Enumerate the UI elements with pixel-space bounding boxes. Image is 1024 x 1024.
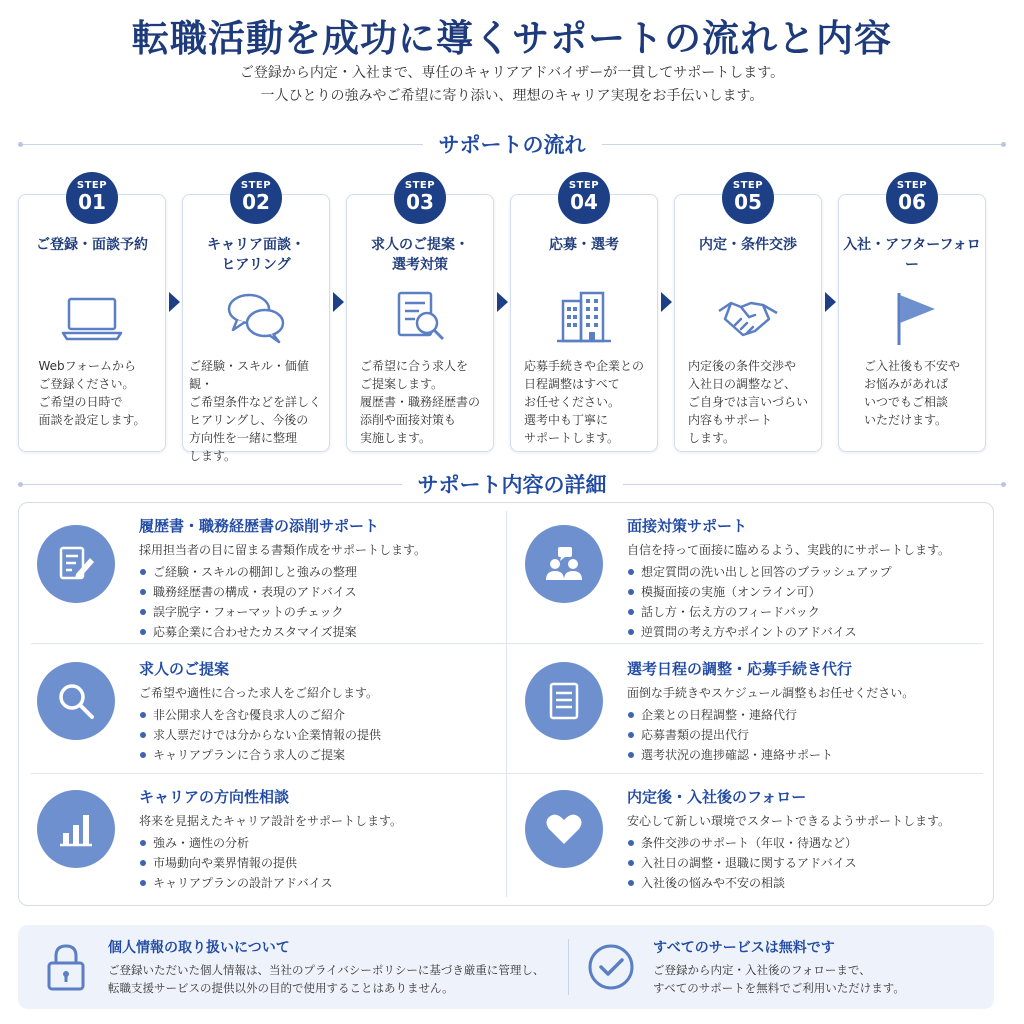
check-circle-icon: [585, 941, 637, 993]
step-description: [839, 357, 985, 429]
detail-lead: ご希望や適性に合った求人をご紹介します。: [139, 686, 379, 700]
step-title: 入社・アフターフォロー: [843, 237, 981, 273]
step-description-line: お任せください。: [523, 395, 620, 409]
step-card-06: [838, 194, 986, 452]
row-divider: [31, 643, 983, 644]
step-title: 求人のご提案・ 選考対策: [371, 237, 469, 273]
step-description-line: 面談を設定します。: [38, 413, 146, 427]
detail-bullet-item: 職務経歴書の構成・表現のアドバイス: [139, 582, 357, 602]
flow-arrow-icon: [661, 292, 672, 312]
step-description-line: します。: [189, 449, 237, 463]
detail-bullet-item: 条件交渉のサポート（年収・待遇など）: [627, 833, 857, 853]
detail-bullet-item: 逆質問の考え方やポイントのアドバイス: [627, 622, 892, 642]
step-title: 内定・条件交渉: [699, 237, 797, 253]
step-description: [675, 357, 821, 447]
document-list-icon: [525, 662, 603, 740]
detail-lead: 自信を持って面接に臨めるよう、実践的にサポートします。: [627, 543, 951, 557]
detail-bullet-item: ご経験・スキルの棚卸しと強みの整理: [139, 562, 357, 582]
step-description-line: ご希望に合う求人を: [359, 359, 468, 373]
step-description-line: 内定後の条件交渉や: [687, 359, 796, 373]
details-heading-label: サポート内容の詳細: [417, 473, 607, 497]
step-description-line: ご登録ください。: [38, 377, 135, 391]
detail-bullet-item: 話し方・伝え方のフィードバック: [627, 602, 892, 622]
lock-icon: [40, 941, 92, 993]
step-description-line: 日程調整はすべて: [523, 377, 620, 391]
free-text: ご登録から内定・入社後のフォローまで、 すべてのサポートを無料でご利用いただけます。: [653, 963, 905, 995]
detail-bullet-item: 市場動向や業界情報の提供: [139, 853, 333, 873]
detail-title: 履歴書・職務経歴書の添削サポート: [139, 517, 380, 535]
step-title: キャリア面談・ ヒアリング: [207, 237, 305, 273]
step-description-line: お悩みがあれば: [863, 377, 948, 391]
detail-bullet-item: 選考状況の進捗確認・連絡サポート: [627, 745, 833, 765]
step-badge-04: STEP 04: [558, 172, 610, 224]
details-section-heading: [18, 471, 1006, 497]
step-badge-02: STEP 02: [230, 172, 282, 224]
detail-bullet-item: 求人票だけでは分からない企業情報の提供: [139, 725, 381, 745]
step-description: [347, 357, 493, 447]
step-description-line: いただけます。: [863, 413, 948, 427]
building-icon: [551, 285, 617, 351]
laptop-icon: [59, 285, 125, 351]
step-badge-01: STEP 01: [66, 172, 118, 224]
step-description-line: 選考中も丁寧に: [523, 413, 608, 427]
detail-bullets: [627, 562, 892, 642]
step-description-line: 実施します。: [359, 431, 432, 445]
bar-chart-icon: [37, 790, 115, 868]
subtitle-line: ご登録から内定・入社まで、専任のキャリアアドバイザーが一貫してサポートします。: [239, 65, 785, 81]
step-description-line: 応募手続きや企業との: [523, 359, 644, 373]
step-flow: [18, 172, 1006, 463]
step-description-line: ご希望条件などを詳しく: [189, 395, 322, 409]
flag-icon: [879, 285, 945, 351]
column-divider: [506, 511, 507, 897]
step-title: ご登録・面談予約: [36, 237, 148, 253]
free-title: すべてのサービスは無料です: [653, 940, 835, 956]
step-card-03: [346, 194, 494, 452]
footer-notice: [18, 925, 994, 1009]
privacy-notice: [18, 925, 568, 1009]
page-subtitle: [0, 62, 1024, 108]
step-badge-05: STEP 05: [722, 172, 774, 224]
detail-bullets: [139, 705, 381, 765]
step-badge-06: STEP 06: [886, 172, 938, 224]
step-card-02: [182, 194, 330, 463]
step-description-line: ご経験・スキル・価値観・: [189, 359, 309, 391]
privacy-text: ご登録いただいた個人情報は、当社のプライバシーポリシーに基づき厳重に管理し、 転職支援サービスの提供以外の目的で使用することはありません。: [108, 963, 545, 995]
detail-lead: 採用担当者の目に留まる書類作成をサポートします。: [139, 543, 427, 557]
step-description: [183, 357, 329, 465]
detail-bullet-item: キャリアプランの設計アドバイス: [139, 873, 333, 893]
step-description-line: ご提案します。: [359, 377, 444, 391]
free-service-notice: [569, 925, 994, 1009]
flow-arrow-icon: [169, 292, 180, 312]
details-panel: [18, 502, 994, 906]
step-description-line: Webフォームから: [38, 359, 137, 373]
step-description-line: 方向性を一緒に整理: [189, 431, 298, 445]
detail-bullet-item: 入社日の調整・退職に関するアドバイス: [627, 853, 857, 873]
step-title: 応募・選考: [549, 237, 619, 253]
flow-arrow-icon: [333, 292, 344, 312]
page-title: 転職活動を成功に導くサポートの流れと内容: [132, 17, 892, 60]
step-description-line: します。: [687, 431, 736, 445]
step-description-line: サポートします。: [523, 431, 620, 445]
detail-bullets: [139, 833, 333, 893]
detail-title: 選考日程の調整・応募手続き代行: [627, 660, 853, 678]
detail-title: キャリアの方向性相談: [139, 788, 290, 806]
step-description-line: 内容もサポート: [687, 413, 772, 427]
detail-bullet-item: 企業との日程調整・連絡代行: [627, 705, 833, 725]
detail-lead: 安心して新しい環境でスタートできるようサポートします。: [627, 814, 951, 828]
detail-bullet-item: 非公開求人を含む優良求人のご紹介: [139, 705, 381, 725]
step-description-line: ご入社後も不安や: [863, 359, 960, 373]
resume-edit-icon: [37, 525, 115, 603]
step-description: [19, 357, 165, 429]
detail-bullet-item: 応募企業に合わせたカスタマイズ提案: [139, 622, 357, 642]
detail-bullets: [627, 833, 857, 893]
heart-icon: [525, 790, 603, 868]
step-description-line: 履歴書・職務経歴書の: [359, 395, 480, 409]
detail-bullet-item: 誤字脱字・フォーマットのチェック: [139, 602, 357, 622]
search-icon: [37, 662, 115, 740]
step-description-line: 添削や面接対策も: [359, 413, 456, 427]
step-description-line: ご自身では言いづらい: [687, 395, 808, 409]
detail-lead: 将来を見据えたキャリア設計をサポートします。: [139, 814, 403, 828]
detail-bullet-item: キャリアプランに合う求人のご提案: [139, 745, 381, 765]
step-description: [511, 357, 657, 447]
detail-title: 面接対策サポート: [627, 517, 748, 535]
document-search-icon: [387, 285, 453, 351]
step-description-line: いつでもご相談: [863, 395, 948, 409]
flow-section-heading: [18, 131, 1006, 157]
flow-arrow-icon: [497, 292, 508, 312]
flow-arrow-icon: [825, 292, 836, 312]
detail-title: 求人のご提案: [139, 660, 230, 678]
heading-rule: [602, 144, 1007, 145]
heading-rule: [18, 484, 402, 485]
privacy-title: 個人情報の取り扱いについて: [108, 940, 290, 956]
detail-bullet-item: 強み・適性の分析: [139, 833, 333, 853]
row-divider: [31, 773, 983, 774]
detail-bullet-item: 模擬面接の実施（オンライン可）: [627, 582, 892, 602]
subtitle-line: 一人ひとりの強みやご希望に寄り添い、理想のキャリア実現をお手伝いします。: [260, 88, 764, 104]
step-description-line: 入社日の調整など、: [687, 377, 796, 391]
speech-bubbles-icon: [223, 285, 289, 351]
detail-bullet-item: 応募書類の提出代行: [627, 725, 833, 745]
detail-bullets: [627, 705, 833, 765]
heading-rule: [623, 484, 1007, 485]
flow-heading-label: サポートの流れ: [438, 133, 586, 157]
step-description-line: ご希望の日時で: [38, 395, 123, 409]
detail-bullet-item: 想定質問の洗い出しと回答のブラッシュアップ: [627, 562, 892, 582]
handshake-icon: [715, 285, 781, 351]
detail-lead: 面倒な手続きやスケジュール調整もお任せください。: [627, 686, 915, 700]
step-card-05: [674, 194, 822, 452]
detail-bullets: [139, 562, 357, 642]
interview-icon: [525, 525, 603, 603]
step-card-01: [18, 194, 166, 452]
step-badge-03: STEP 03: [394, 172, 446, 224]
detail-bullet-item: 入社後の悩みや不安の相談: [627, 873, 857, 893]
step-description-line: ヒアリングし、今後の: [189, 413, 309, 427]
step-card-04: [510, 194, 658, 452]
heading-rule: [18, 144, 423, 145]
detail-title: 内定後・入社後のフォロー: [627, 788, 807, 806]
